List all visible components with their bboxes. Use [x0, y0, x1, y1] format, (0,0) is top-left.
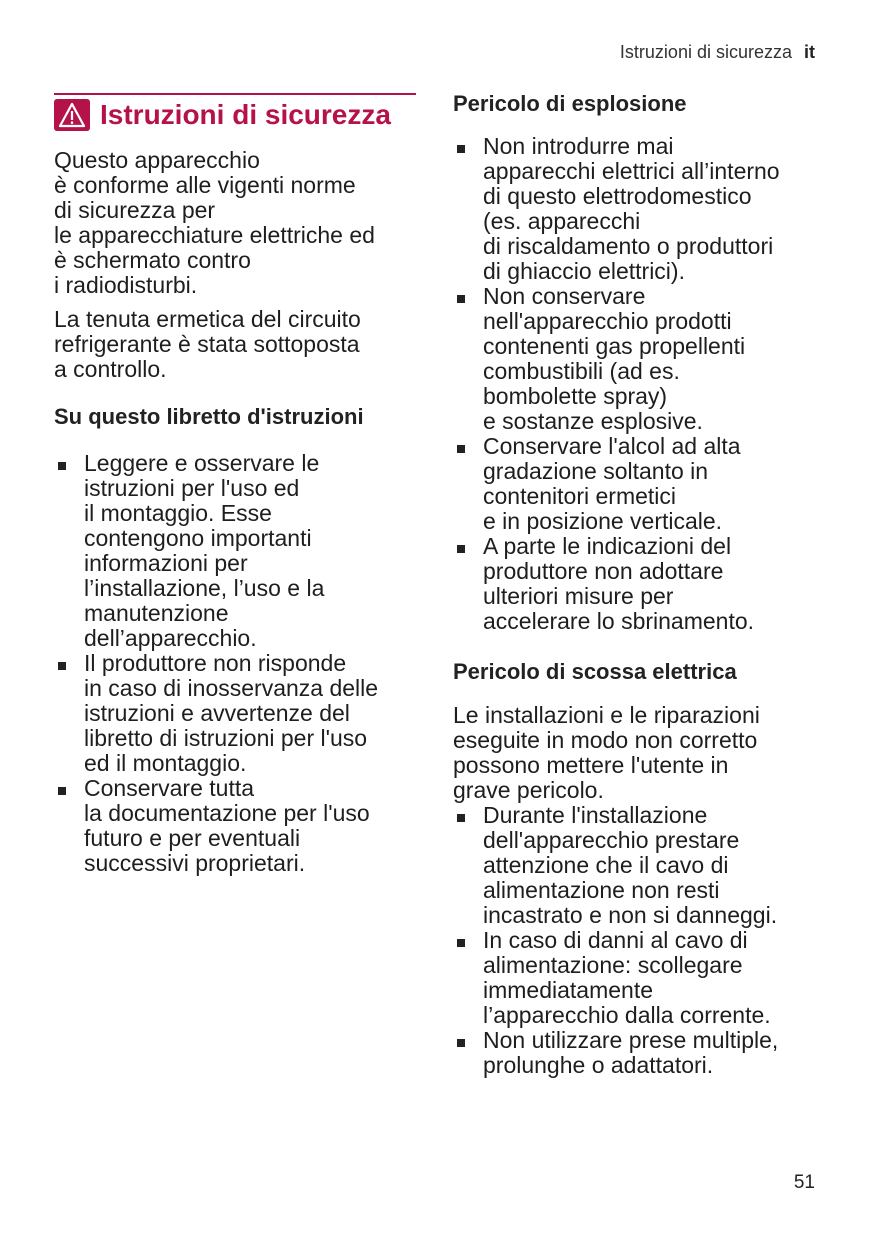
list-item: Conservare tutta la documentazione per l'uso futuro e per eventuali successivi proprietari. [54, 776, 424, 876]
manual-list [54, 451, 424, 876]
list-item: Il produttore non risponde in caso di inosservanza delle istruzioni e avvertenze del libretto di istruzioni per l'uso ed il montaggio. [54, 651, 424, 776]
electric-intro: Le installazioni e le riparazioni eseguite in modo non corretto possono mettere l'utente in grave pericolo. [453, 702, 760, 803]
manual-heading: Su questo libretto d'istruzioni [54, 404, 364, 429]
warning-triangle-icon [54, 99, 90, 131]
explosion-list [453, 134, 828, 634]
page-number: 51 [793, 1172, 815, 1193]
intro-paragraph-2: La tenuta ermetica del circuito refrigerante è stata sottoposta a controllo. [54, 306, 361, 382]
list-item: Durante l'installazione dell'apparecchio prestare attenzione che il cavo di alimentazione non resti incastrato e non si danneggi. [453, 803, 828, 928]
page-title: Istruzioni di sicurezza [100, 99, 391, 130]
intro-paragraph-1: Questo apparecchio è conforme alle vigenti norme di sicurezza per le apparecchiature elettriche ed è schermato contro i radiodisturbi. [54, 147, 375, 298]
list-item: A parte le indicazioni del produttore non adottare ulteriori misure per accelerare lo sbrinamento. [453, 534, 828, 634]
language-code: it [804, 42, 815, 62]
list-item: In caso di danni al cavo di alimentazione: scollegare immediatamente l’apparecchio dalla corrente. [453, 928, 828, 1028]
list-item: Non conservare nell'apparecchio prodotti contenenti gas propellenti combustibili (ad es. bombolette spray) e sostanze esplosive. [453, 284, 828, 434]
list-item: Non utilizzare prese multiple, prolunghe o adattatori. [453, 1028, 828, 1078]
list-item: Non introdurre mai apparecchi elettrici all’interno di questo elettrodomestico (es. apparecchi di riscaldamento o produttori di ghiaccio elettrici). [453, 134, 828, 284]
running-header-section: Istruzioni di sicurezza [619, 42, 792, 62]
electric-list [453, 803, 828, 1078]
explosion-heading: Pericolo di esplosione [453, 91, 687, 116]
section-title-bar [54, 93, 416, 131]
list-item: Leggere e osservare le istruzioni per l'uso ed il montaggio. Esse contengono importanti informazioni per l’installazione, l’uso e la manutenzione dell’apparecchio. [54, 451, 424, 651]
list-item: Conservare l'alcol ad alta gradazione soltanto in contenitori ermetici e in posizione verticale. [453, 434, 828, 534]
electric-heading: Pericolo di scossa elettrica [453, 659, 737, 684]
running-header [620, 42, 815, 63]
